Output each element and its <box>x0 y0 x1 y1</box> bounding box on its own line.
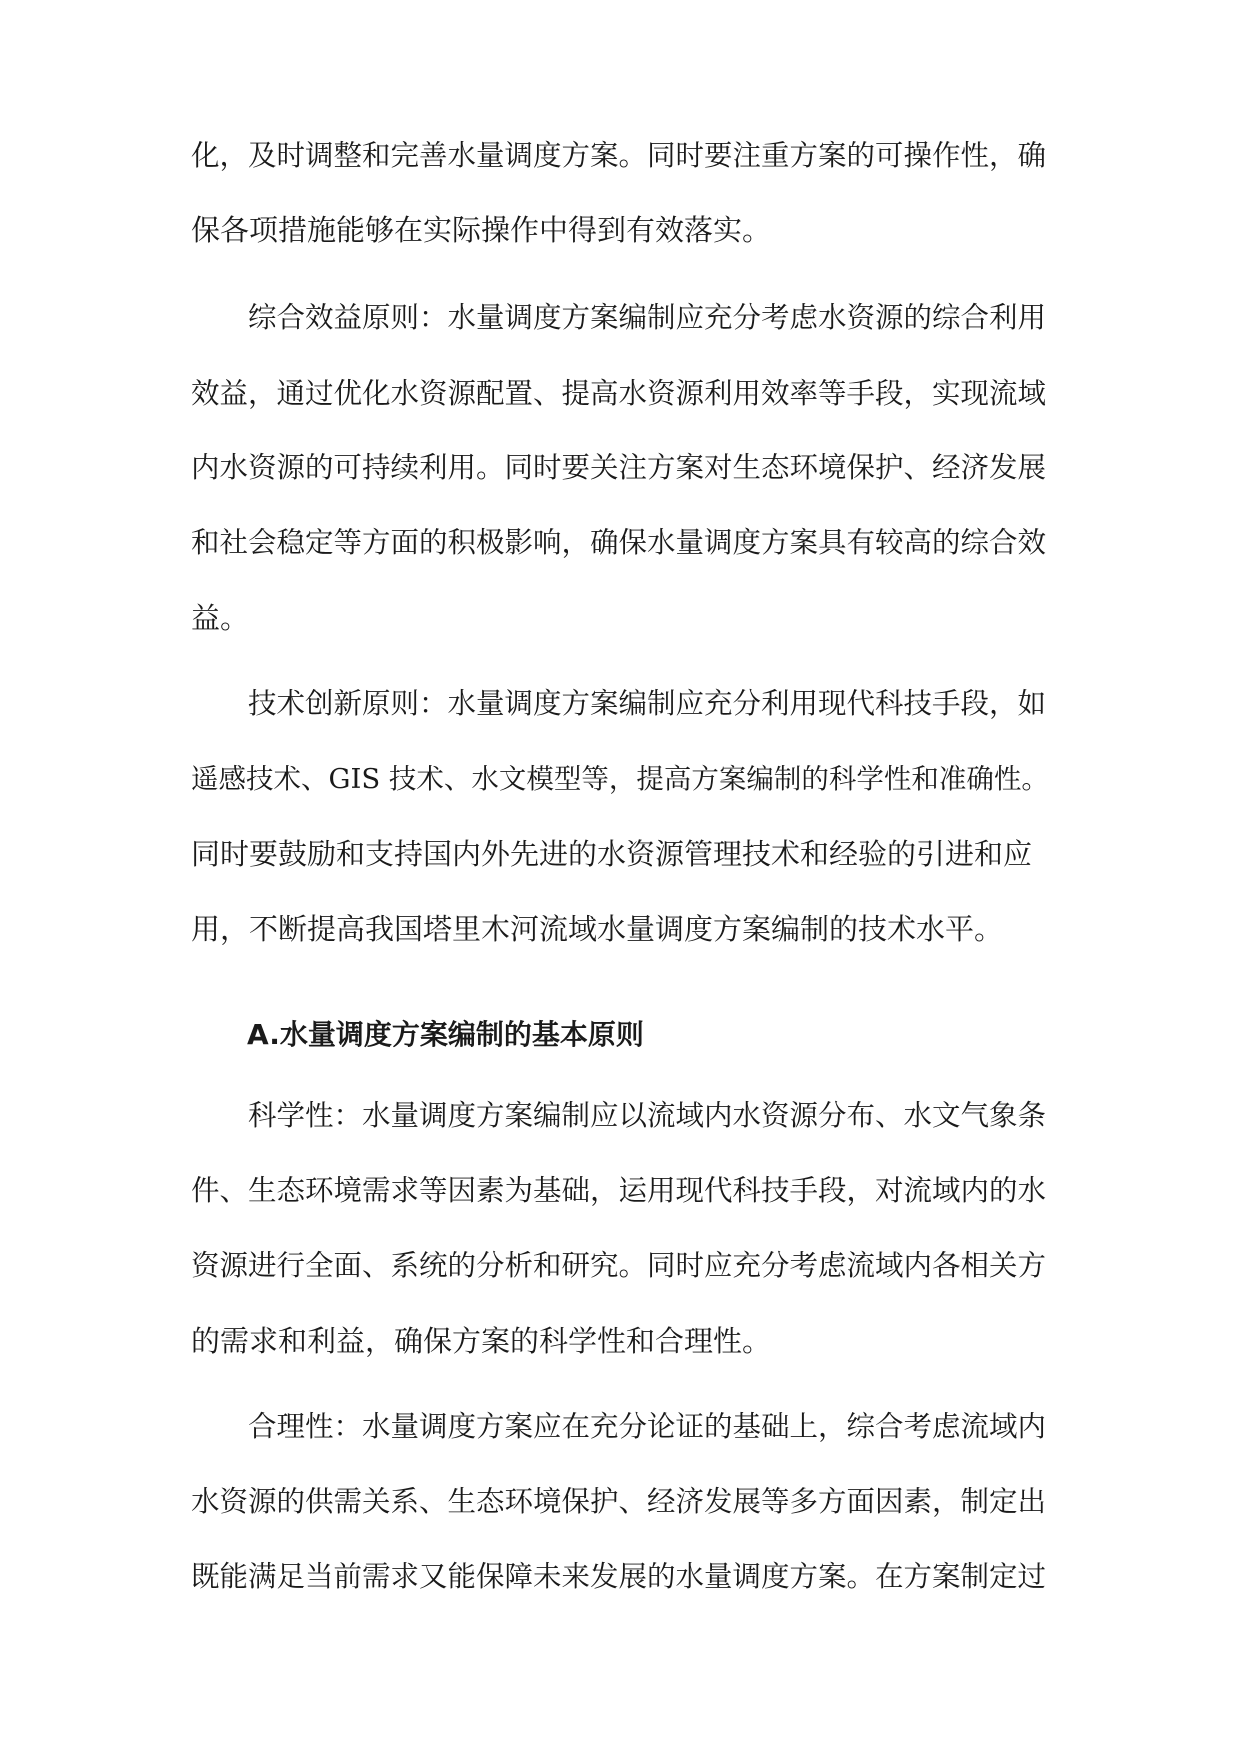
text-line: 综合效益原则：水量调度方案编制应充分考虑水资源的综合利用 <box>191 301 1047 334</box>
text-line: 同时要鼓励和支持国内外先进的水资源管理技术和经验的引进和应 <box>191 837 1033 871</box>
text-line: 遥感技术、GIS 技术、水文模型等，提高方案编制的科学性和准确性。 <box>191 763 1049 795</box>
text-line: 化，及时调整和完善水量调度方案。同时要注重方案的可操作性，确 <box>191 139 1047 172</box>
text-line: 资源进行全面、系统的分析和研究。同时应充分考虑流域内各相关方 <box>191 1249 1047 1282</box>
text-line: 合理性：水量调度方案应在充分论证的基础上，综合考虑流域内 <box>191 1410 1047 1443</box>
text-line: 技术创新原则：水量调度方案编制应充分利用现代科技手段，如 <box>191 687 1047 720</box>
text-line: 用，不断提高我国塔里木河流域水量调度方案编制的技术水平。 <box>191 912 1004 946</box>
section-heading: A.水量调度方案编制的基本原则 <box>191 1018 644 1051</box>
text-line: 科学性：水量调度方案编制应以流域内水资源分布、水文气象条 <box>191 1099 1047 1132</box>
text-line: 保各项措施能够在实际操作中得到有效落实。 <box>191 213 772 247</box>
text-line: 的需求和利益，确保方案的科学性和合理性。 <box>191 1324 772 1358</box>
text-line: 内水资源的可持续利用。同时要关注方案对生态环境保护、经济发展 <box>191 451 1047 484</box>
text-line: 件、生态环境需求等因素为基础，运用现代科技手段，对流域内的水 <box>191 1174 1047 1207</box>
text-line: 和社会稳定等方面的积极影响，确保水量调度方案具有较高的综合效 <box>191 526 1047 559</box>
text-line: 益。 <box>191 601 250 635</box>
text-line: 效益，通过优化水资源配置、提高水资源利用效率等手段，实现流域 <box>191 377 1047 410</box>
text-line: 既能满足当前需求又能保障未来发展的水量调度方案。在方案制定过 <box>191 1560 1047 1593</box>
text-line: 水资源的供需关系、生态环境保护、经济发展等多方面因素，制定出 <box>191 1485 1047 1518</box>
